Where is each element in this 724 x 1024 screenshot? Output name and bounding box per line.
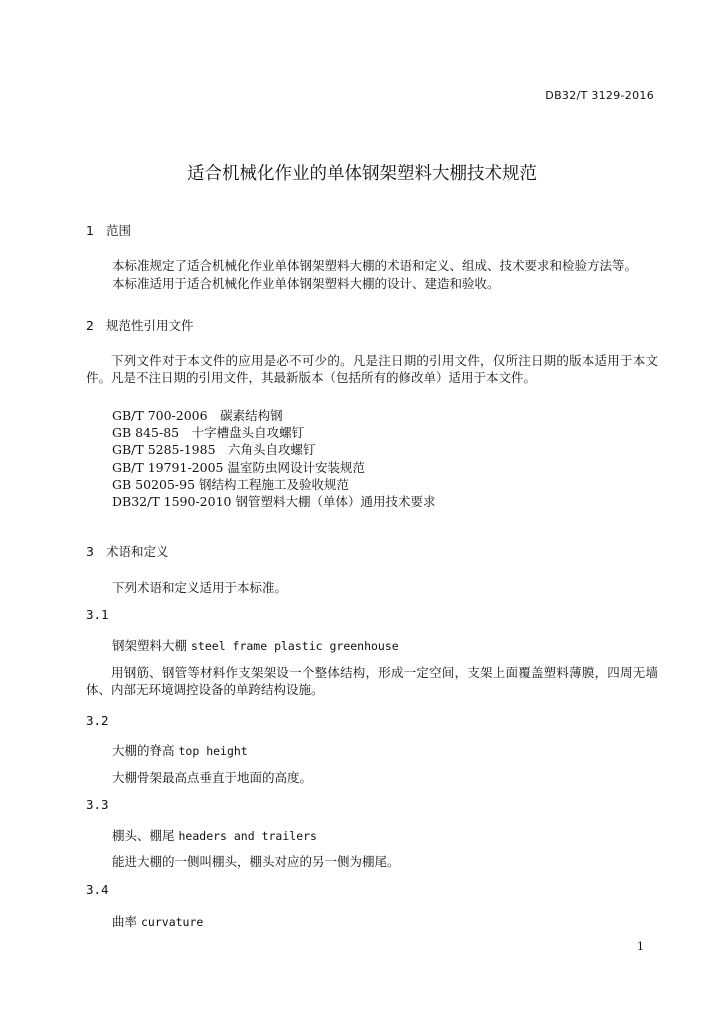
- term-en: headers and trailers: [178, 829, 317, 843]
- reference-item: DB32/T 1590-2010 钢管塑料大棚（单体）通用技术要求: [112, 493, 436, 509]
- page-number: 1: [637, 940, 644, 953]
- reference-list: [112, 407, 435, 510]
- section-1-heading: [86, 221, 131, 239]
- paragraph: 本标准适用于适合机械化作业单体钢架塑料大棚的设计、建造和验收。: [112, 276, 500, 291]
- term-number: 3.1: [86, 607, 109, 622]
- reference-item: GB/T 5285-1985 六角头自攻螺钉: [112, 442, 316, 458]
- page-title: 适合机械化作业的单体钢架塑料大棚技术规范: [187, 164, 537, 184]
- section-2-heading: [86, 316, 194, 334]
- term-definition: 大棚骨架最高点垂直于地面的高度。: [112, 770, 313, 785]
- reference-item: GB/T 700-2006 碳素结构钢: [112, 408, 283, 423]
- reference-item: GB/T 19791-2005 温室防虫网设计安装规范: [112, 459, 365, 475]
- term-heading: [112, 741, 248, 759]
- term-definition: 用钢筋、钢管等材料作支架架设一个整体结构，形成一定空间，支架上面覆盖塑料薄膜，四周无墙体、内部无环境调控设备的单跨结构设施。: [86, 665, 658, 697]
- term-en: curvature: [141, 915, 204, 929]
- term-heading: [112, 912, 203, 930]
- term-en: steel frame plastic greenhouse: [191, 639, 399, 653]
- section-3-heading: [86, 542, 169, 560]
- section-number: 2: [86, 318, 94, 333]
- term-cn: 曲率: [112, 914, 138, 929]
- section-number: 3: [86, 544, 94, 559]
- paragraph: 本标准规定了适合机械化作业单体钢架塑料大棚的术语和定义、组成、技术要求和检验方法等。: [112, 258, 638, 273]
- paragraph: 下列术语和定义适用于本标准。: [112, 580, 288, 595]
- paragraph: 下列文件对于本文件的应用是必不可少的。凡是注日期的引用文件，仅所注日期的版本适用于本文件。凡是不注日期的引用文件，其最新版本（包括所有的修改单）适用于本文件。: [86, 353, 658, 385]
- term-number: 3.4: [86, 882, 109, 897]
- term-en: top height: [178, 744, 248, 758]
- term-definition: 能进大棚的一侧叫棚头，棚头对应的另一侧为棚尾。: [112, 854, 400, 869]
- term-number: 3.3: [86, 797, 109, 812]
- section-number: 1: [86, 223, 94, 238]
- term-cn: 钢架塑料大棚: [112, 638, 188, 653]
- reference-item: GB 50205-95 钢结构工程施工及验收规范: [112, 476, 350, 492]
- section-title: 规范性引用文件: [106, 318, 194, 333]
- term-cn: 棚头、棚尾: [112, 828, 175, 843]
- reference-item: GB 845-85 十字槽盘头自攻螺钉: [112, 425, 305, 441]
- term-cn: 大棚的脊高: [112, 743, 175, 758]
- term-heading: [112, 636, 399, 654]
- document-code: DB32/T 3129-2016: [545, 89, 654, 102]
- section-title: 术语和定义: [106, 544, 169, 559]
- term-heading: [112, 826, 317, 844]
- term-number: 3.2: [86, 713, 109, 728]
- section-title: 范围: [106, 223, 132, 238]
